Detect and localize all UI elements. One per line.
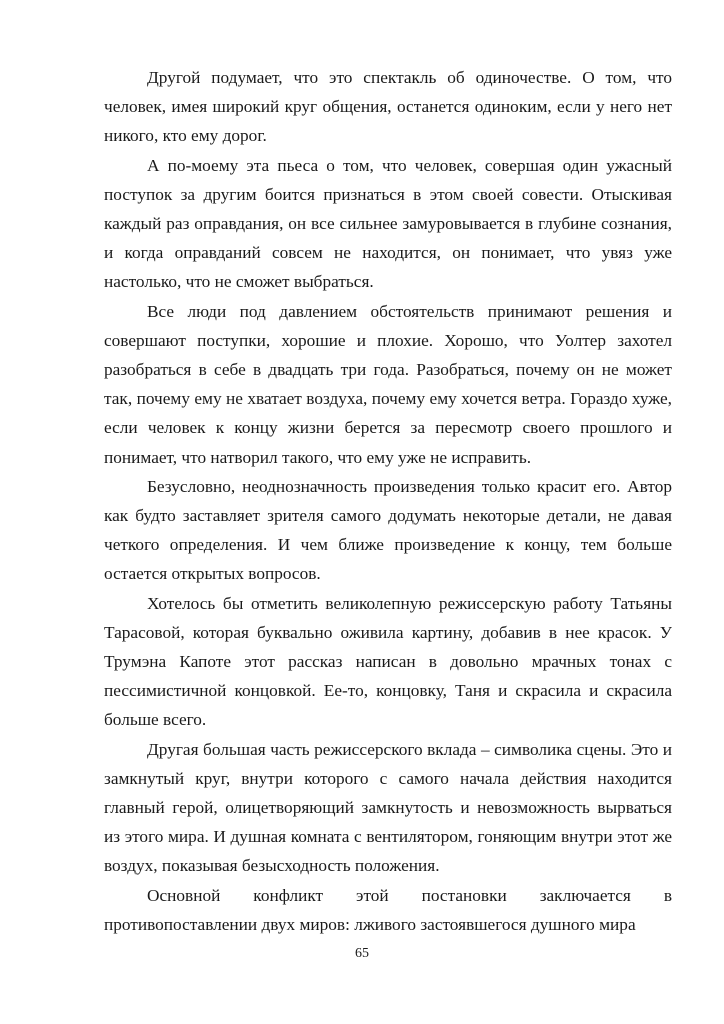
paragraph-1: Другой подумает, что это спектакль об одиночестве. О том, что человек, имея широкий круг общения, останется одиноким, если у него нет никого, кто ему дорог. xyxy=(104,68,672,146)
paragraph-6: Другая большая часть режиссерского вклада – символика сцены. Это и замкнутый круг, внутри которого с самого начала действия находится главный герой, олицетворяющий замкнутость и невозможность вырваться из этого мира. И душная комната с вентилятором, гоняющим внутри этот же воздух, показывая безысходность положения. xyxy=(104,739,672,876)
paragraph-2: А по-моему эта пьеса о том, что человек, совершая один ужасный поступок за другим боится признаться в этом своей совести. Отыскивая каждый раз оправдания, он все сильнее замуровывается в глубине сознания, и когда оправданий совсем не находится, он понимает, что увяз уже настолько, что не сможет выбраться. xyxy=(104,155,672,292)
page-number: 65 xyxy=(355,946,369,961)
paragraph-5: Хотелось бы отметить великолепную режиссерскую работу Татьяны Тарасовой, которая буквально оживила картину, добавив в нее красок. У Трумэна Капоте этот рассказ написан в довольно мрачных тонах с пессимистичной концовкой. Ее-то, концовку, Таня и скрасила и скрасила больше всего. xyxy=(104,593,672,730)
paragraph-3: Все люди под давлением обстоятельств принимают решения и совершают поступки, хорошие и плохие. Хорошо, что Уолтер захотел разобраться в себе в двадцать три года. Разобраться, почему он не может так, почему ему не хватает воздуха, почему ему хочется ветра. Гораздо хуже, если человек к концу жизни берется за пересмотр своего прошлого и понимает, что натворил такого, что ему уже не исправить. xyxy=(104,301,672,467)
paragraph-4: Безусловно, неоднозначность произведения только красит его. Автор как будто заставляет зрителя самого додумать некоторые детали, не давая четкого определения. И чем ближе произведение к концу, тем больше остается открытых вопросов. xyxy=(104,476,672,584)
document-body xyxy=(104,63,672,939)
paragraph-7: Основной конфликт этой постановки заключается в противопоставлении двух миров: лживого застоявшегося душного мира xyxy=(104,885,672,934)
